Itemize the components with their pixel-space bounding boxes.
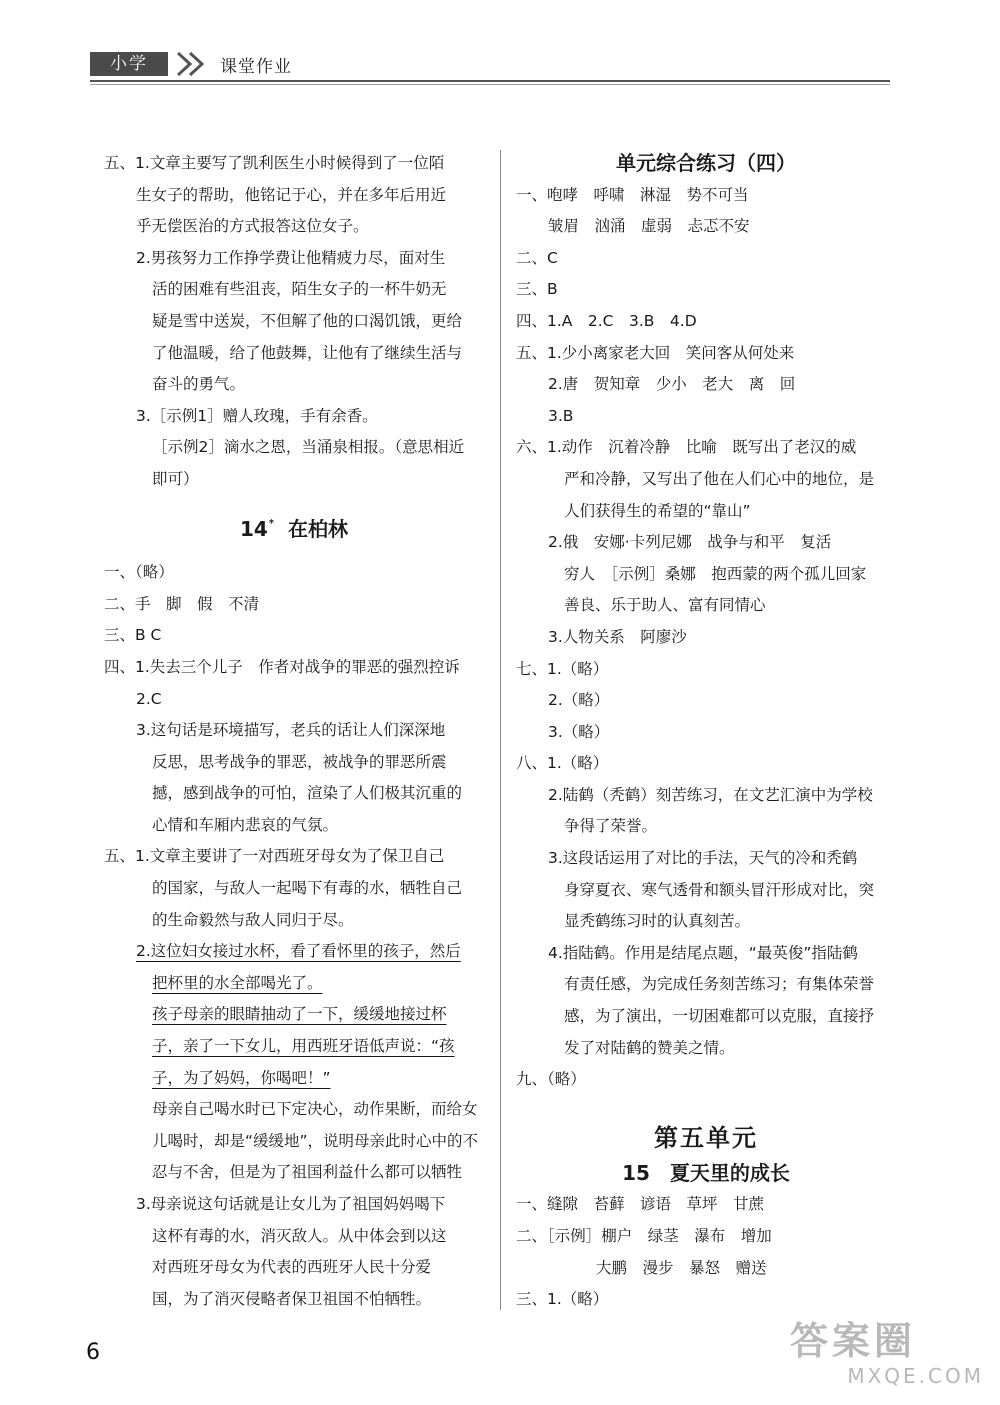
answer-line: 对西班牙母女为代表的西班牙人民十分爱 xyxy=(152,1258,432,1277)
answer-line: 2.C xyxy=(136,689,162,708)
lesson-title-14 xyxy=(104,514,484,546)
answer-line: 2.（略） xyxy=(548,691,610,710)
answer-line: 四、1.A 2.C 3.B 4.D xyxy=(516,311,697,330)
answer-line: 即可） xyxy=(152,469,199,488)
answer-line: 奋斗的勇气。 xyxy=(152,375,246,394)
answer-line: 3.［示例1］赠人玫瑰，手有余香。 xyxy=(136,406,378,425)
answer-line: 国，为了消灭侵略者保卫祖国不怕牺牲。 xyxy=(152,1289,432,1308)
answer-line: 母亲自己喝水时已下定决心，动作果断，而给女 xyxy=(152,1100,478,1119)
header-level-label: 小学 xyxy=(90,52,168,76)
answer-line: 忍与不舍，但是为了祖国利益什么都可以牺牲 xyxy=(152,1163,463,1182)
answer-line: 善良、乐于助人、富有同情心 xyxy=(564,596,766,615)
answer-line: 五、1.文章主要讲了一对西班牙母女为了保卫自己 xyxy=(104,847,445,866)
answer-line: 3.B xyxy=(548,406,574,425)
unit-title: 第五单元 xyxy=(654,1123,758,1152)
page-header xyxy=(90,50,890,80)
answer-line: 活的困难有些沮丧，陌生女子的一杯牛奶无 xyxy=(152,280,447,299)
answer-line: 3.人物关系 阿廖沙 xyxy=(548,627,687,646)
header-book-title: 课堂作业 xyxy=(220,57,292,77)
lesson-mark: * xyxy=(268,517,275,529)
answer-line: 二、［示例］棚户 绿茎 瀑布 增加 xyxy=(516,1227,772,1245)
answer-line: 大鹏 漫步 暴怒 赠送 xyxy=(596,1258,767,1277)
answer-line: 七、1.（略） xyxy=(516,659,609,678)
answer-line: 撼，感到战争的可怕，渲染了人们极其沉重的 xyxy=(152,784,463,803)
watermark-logo xyxy=(790,1318,990,1398)
answer-line: 身穿夏衣、寒气透骨和额头冒汗形成对比，突 xyxy=(564,880,875,899)
answer-line: 这杯有毒的水，消灭敌人。从中体会到以这 xyxy=(152,1226,447,1245)
answer-line: 感，为了演出，一切困难都可以克服，直接抒 xyxy=(564,1007,875,1026)
underlined-line: 子，亲了一下女儿，用西班牙语低声说：“孩 xyxy=(152,1037,455,1056)
answer-line: 严和冷静，又写出了他在人们心中的地位，是 xyxy=(564,469,875,488)
answer-line: 穷人 ［示例］桑娜 抱西蒙的两个孤儿回家 xyxy=(564,564,867,583)
lesson-title-15: 15 夏天里的成长 xyxy=(622,1160,790,1185)
underlined-line: 子，为了妈妈，你喝吧！” xyxy=(152,1068,331,1087)
answer-line: 儿喝时，却是“缓缓地”，说明母亲此时心中的不 xyxy=(152,1131,479,1150)
answer-line: 了他温暖，给了他鼓舞，让他有了继续生活与 xyxy=(152,343,463,362)
answer-line: 3.（略） xyxy=(548,722,610,741)
spacer xyxy=(104,545,484,557)
answer-line: 一、咆哮 呼啸 淋湿 势不可当 xyxy=(516,185,749,204)
answer-line: 的生命毅然与敌人同归于尽。 xyxy=(152,910,354,929)
answer-line: 一、（略） xyxy=(104,563,174,582)
spacer xyxy=(516,1096,896,1118)
right-column xyxy=(516,148,896,1316)
answer-line: 二、手 脚 假 不清 xyxy=(104,594,260,613)
answer-line: 争得了荣誉。 xyxy=(564,817,658,836)
answer-line: ［示例2］滴水之恩，当涌泉相报。（意思相近 xyxy=(152,438,465,457)
answer-line: 显秃鹤练习时的认真刻苦。 xyxy=(564,912,751,931)
answer-line: 四、1.失去三个儿子 作者对战争的罪恶的强烈控诉 xyxy=(104,657,460,676)
answer-line: 2.陆鹤（秃鹤）刻苦练习，在文艺汇演中为学校 xyxy=(548,785,873,804)
answer-line: 人们获得生的希望的“靠山” xyxy=(564,501,751,520)
answer-line: 反思，思考战争的罪恶，被战争的罪恶所震 xyxy=(152,752,447,771)
column-divider xyxy=(500,150,501,1310)
answer-line: 三、B C xyxy=(104,626,162,645)
answer-line: 疑是雪中送炭，不但解了他的口渴饥饿，更给 xyxy=(152,311,463,330)
answer-line: 皱眉 汹涌 虚弱 忐忑不安 xyxy=(548,217,750,236)
answer-line: 生女子的帮助，他铭记于心，并在多年后用近 xyxy=(136,185,447,204)
answer-line: 有责任感，为完成任务刻苦练习；有集体荣誉 xyxy=(564,975,875,994)
answer-line: 3.这句话是环境描写，老兵的话让人们深深地 xyxy=(136,721,446,740)
answer-line: 乎无偿医治的方式报答这位女子。 xyxy=(136,217,369,236)
lesson-number: 14 xyxy=(239,516,268,541)
answer-line: 3.母亲说这句话就是让女儿为了祖国妈妈喝下 xyxy=(136,1195,446,1213)
answer-line: 心情和车厢内悲哀的气氛。 xyxy=(152,815,339,834)
answer-line: 2.俄 安娜·卡列尼娜 战争与和平 复活 xyxy=(548,533,832,552)
answer-line: 发了对陆鹤的赞美之情。 xyxy=(564,1038,735,1057)
answer-line: 五、1.文章主要写了凯利医生小时候得到了一位陌 xyxy=(104,154,445,172)
spacer xyxy=(104,496,484,514)
watermark-url: MXQE.COM xyxy=(847,1364,984,1388)
answer-line: 二、C xyxy=(516,248,558,267)
answer-line: 2.男孩努力工作挣学费让他精疲力尽，面对生 xyxy=(136,248,446,267)
answer-line: 九、（略） xyxy=(516,1070,586,1089)
double-chevron-icon xyxy=(174,50,210,78)
watermark-text: 答案圈 xyxy=(790,1319,917,1363)
answer-line: 五、1.少小离家老大回 笑问客从何处来 xyxy=(516,343,795,362)
answer-line: 六、1.动作 沉着冷静 比喻 既写出了老汉的威 xyxy=(516,438,857,457)
underlined-line: 把杯里的水全部喝光了。 xyxy=(152,973,323,992)
header-rule-thin xyxy=(90,84,890,85)
answer-line: 2.唐 贺知章 少小 老大 离 回 xyxy=(548,375,796,394)
answer-line: 的国家，与敌人一起喝下有毒的水，牺牲自己 xyxy=(152,879,463,898)
lesson-name: 在柏林 xyxy=(288,516,348,541)
answer-line: 三、B xyxy=(516,280,558,299)
answer-line: 一、缝隙 苔藓 谚语 草坪 甘蔗 xyxy=(516,1195,765,1214)
answer-line: 4.指陆鹤。作用是结尾点题，“最英俊”指陆鹤 xyxy=(548,943,858,962)
section-title: 单元综合练习（四） xyxy=(616,151,796,175)
header-rule xyxy=(90,80,890,82)
left-column xyxy=(104,148,484,1315)
underlined-line: 孩子母亲的眼睛抽动了一下，缓缓地接过杯 xyxy=(152,1005,447,1024)
underlined-line: 2.这位妇女接过水杯，看了看怀里的孩子，然后 xyxy=(136,942,461,961)
answer-line: 三、1.（略） xyxy=(516,1290,609,1309)
answer-line: 八、1.（略） xyxy=(516,754,609,773)
page-number: 6 xyxy=(86,1340,100,1365)
answer-line: 3.这段话运用了对比的手法，天气的冷和秃鹤 xyxy=(548,849,858,868)
